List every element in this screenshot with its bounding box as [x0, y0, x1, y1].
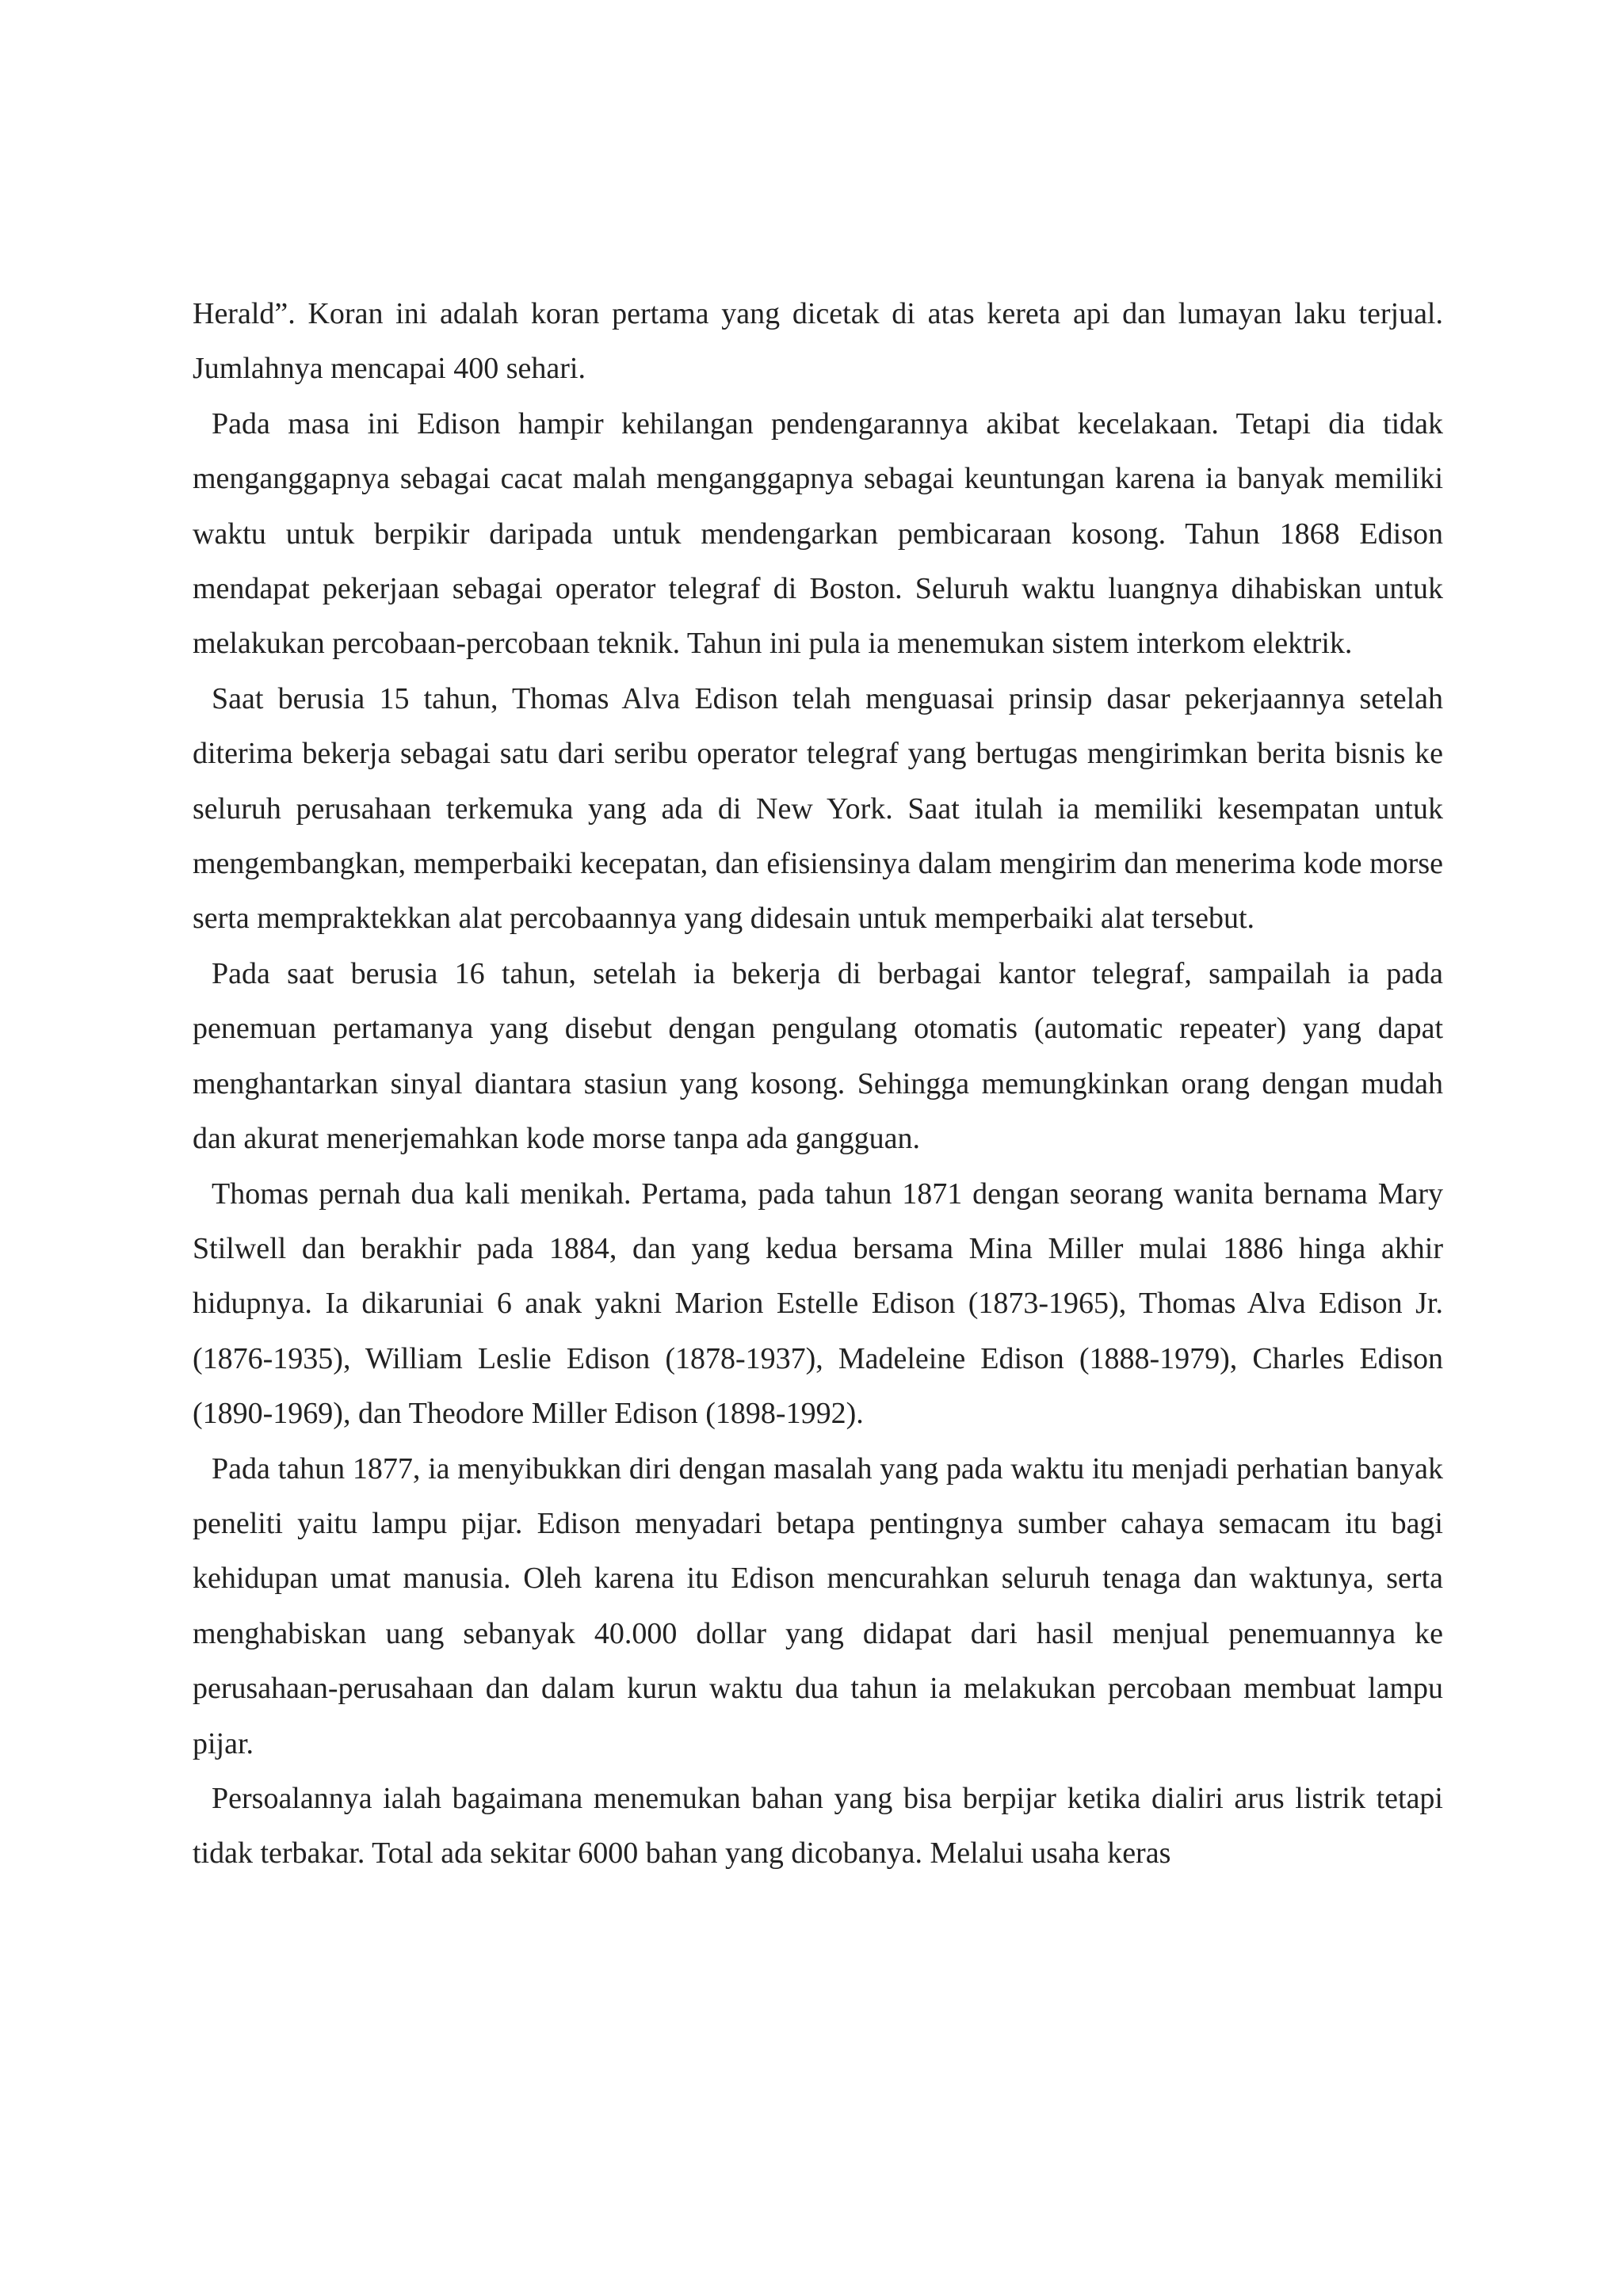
paragraph-5: Thomas pernah dua kali menikah. Pertama, pada tahun 1871 dengan seorang wanita bernama Mary Stilwell dan berakhir pada 1884, dan yang kedua bersama Mina Miller mulai 1886 hinga akhir hidupnya. Ia dikaruniai 6 anak yakni Marion Estelle Edison (1873-1965), Thomas Alva Edison Jr. (1876-1935), William Leslie Edison (1878-1937), Madeleine Edison (1888-1979), Charles Edison (1890-1969), dan Theodore Miller Edison (1898-1992). — [193, 1177, 1443, 1431]
paragraph-3: Saat berusia 15 tahun, Thomas Alva Edison telah menguasai prinsip dasar pekerjaannya setelah diterima bekerja sebagai satu dari seribu operator telegraf yang bertugas mengirimkan berita bisnis ke seluruh perusahaan terkemuka yang ada di New York. Saat itulah ia memiliki kesempatan untuk mengembangkan, memperbaiki kecepatan, dan efisiensinya dalam mengirim dan menerima kode morse serta mempraktekkan alat percobaannya yang didesain untuk memperbaiki alat tersebut. — [193, 681, 1443, 936]
paragraph-7: Persoalannya ialah bagaimana menemukan bahan yang bisa berpijar ketika dialiri arus listrik tetapi tidak terbakar. Total ada sekitar 6000 bahan yang dicobanya. Melalui usaha keras — [193, 1781, 1443, 1871]
body-text — [193, 287, 1443, 1882]
paragraph-6: Pada tahun 1877, ia menyibukkan diri dengan masalah yang pada waktu itu menjadi perhatian banyak peneliti yaitu lampu pijar. Edison menyadari betapa pentingnya sumber cahaya semacam itu bagi kehidupan umat manusia. Oleh karena itu Edison mencurahkan seluruh tenaga dan waktunya, serta menghabiskan uang sebanyak 40.000 dollar yang didapat dari hasil menjual penemuannya ke perusahaan-perusahaan dan dalam kurun waktu dua tahun ia melakukan percobaan membuat lampu pijar. — [193, 1451, 1443, 1760]
paragraph-1: Herald”. Koran ini adalah koran pertama yang dicetak di atas kereta api dan lumayan laku terjual. Jumlahnya mencapai 400 sehari. — [193, 297, 1443, 386]
paragraph-2: Pada masa ini Edison hampir kehilangan pendengarannya akibat kecelakaan. Tetapi dia tidak menganggapnya sebagai cacat malah menganggapnya sebagai keuntungan karena ia banyak memiliki waktu untuk berpikir daripada untuk mendengarkan pembicaraan kosong. Tahun 1868 Edison mendapat pekerjaan sebagai operator telegraf di Boston. Seluruh waktu luangnya dihabiskan untuk melakukan percobaan-percobaan teknik. Tahun ini pula ia menemukan sistem interkom elektrik. — [193, 406, 1443, 661]
paragraph-4: Pada saat berusia 16 tahun, setelah ia bekerja di berbagai kantor telegraf, sampailah ia pada penemuan pertamanya yang disebut dengan pengulang otomatis (automatic repeater) yang dapat menghantarkan sinyal diantara stasiun yang kosong. Sehingga memungkinkan orang dengan mudah dan akurat menerjemahkan kode morse tanpa ada gangguan. — [193, 956, 1443, 1156]
